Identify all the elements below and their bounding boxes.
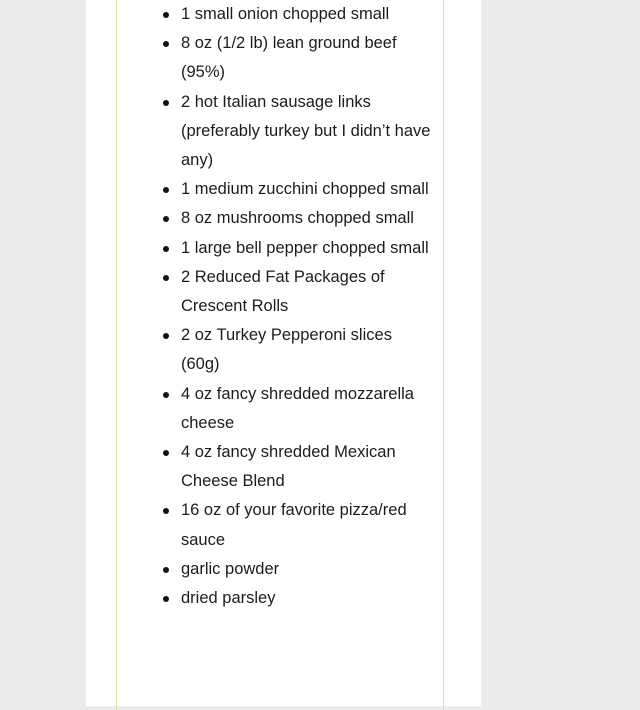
ingredient-item: 1 small onion chopped small <box>181 0 433 29</box>
ingredient-list <box>181 0 433 613</box>
ingredient-item: 8 oz (1/2 lb) lean ground beef (95%) <box>181 29 433 87</box>
ingredient-item: 2 Reduced Fat Packages of Crescent Rolls <box>181 263 433 321</box>
ingredient-item: garlic powder <box>181 555 433 584</box>
ingredient-item: dried parsley <box>181 584 433 613</box>
ingredient-item: 8 oz mushrooms chopped small <box>181 204 433 233</box>
ingredient-item: 2 oz Turkey Pepperoni slices (60g) <box>181 321 433 379</box>
ingredient-item: 1 large bell pepper chopped small <box>181 234 433 263</box>
ingredient-item: 4 oz fancy shredded Mexican Cheese Blend <box>181 438 433 496</box>
ingredient-item: 1 medium zucchini chopped small <box>181 175 433 204</box>
ingredient-item: 4 oz fancy shredded mozzarella cheese <box>181 380 433 438</box>
ingredient-item: 16 oz of your favorite pizza/red sauce <box>181 496 433 554</box>
ingredient-item: 2 hot Italian sausage links (preferably turkey but I didn’t have any) <box>181 88 433 176</box>
